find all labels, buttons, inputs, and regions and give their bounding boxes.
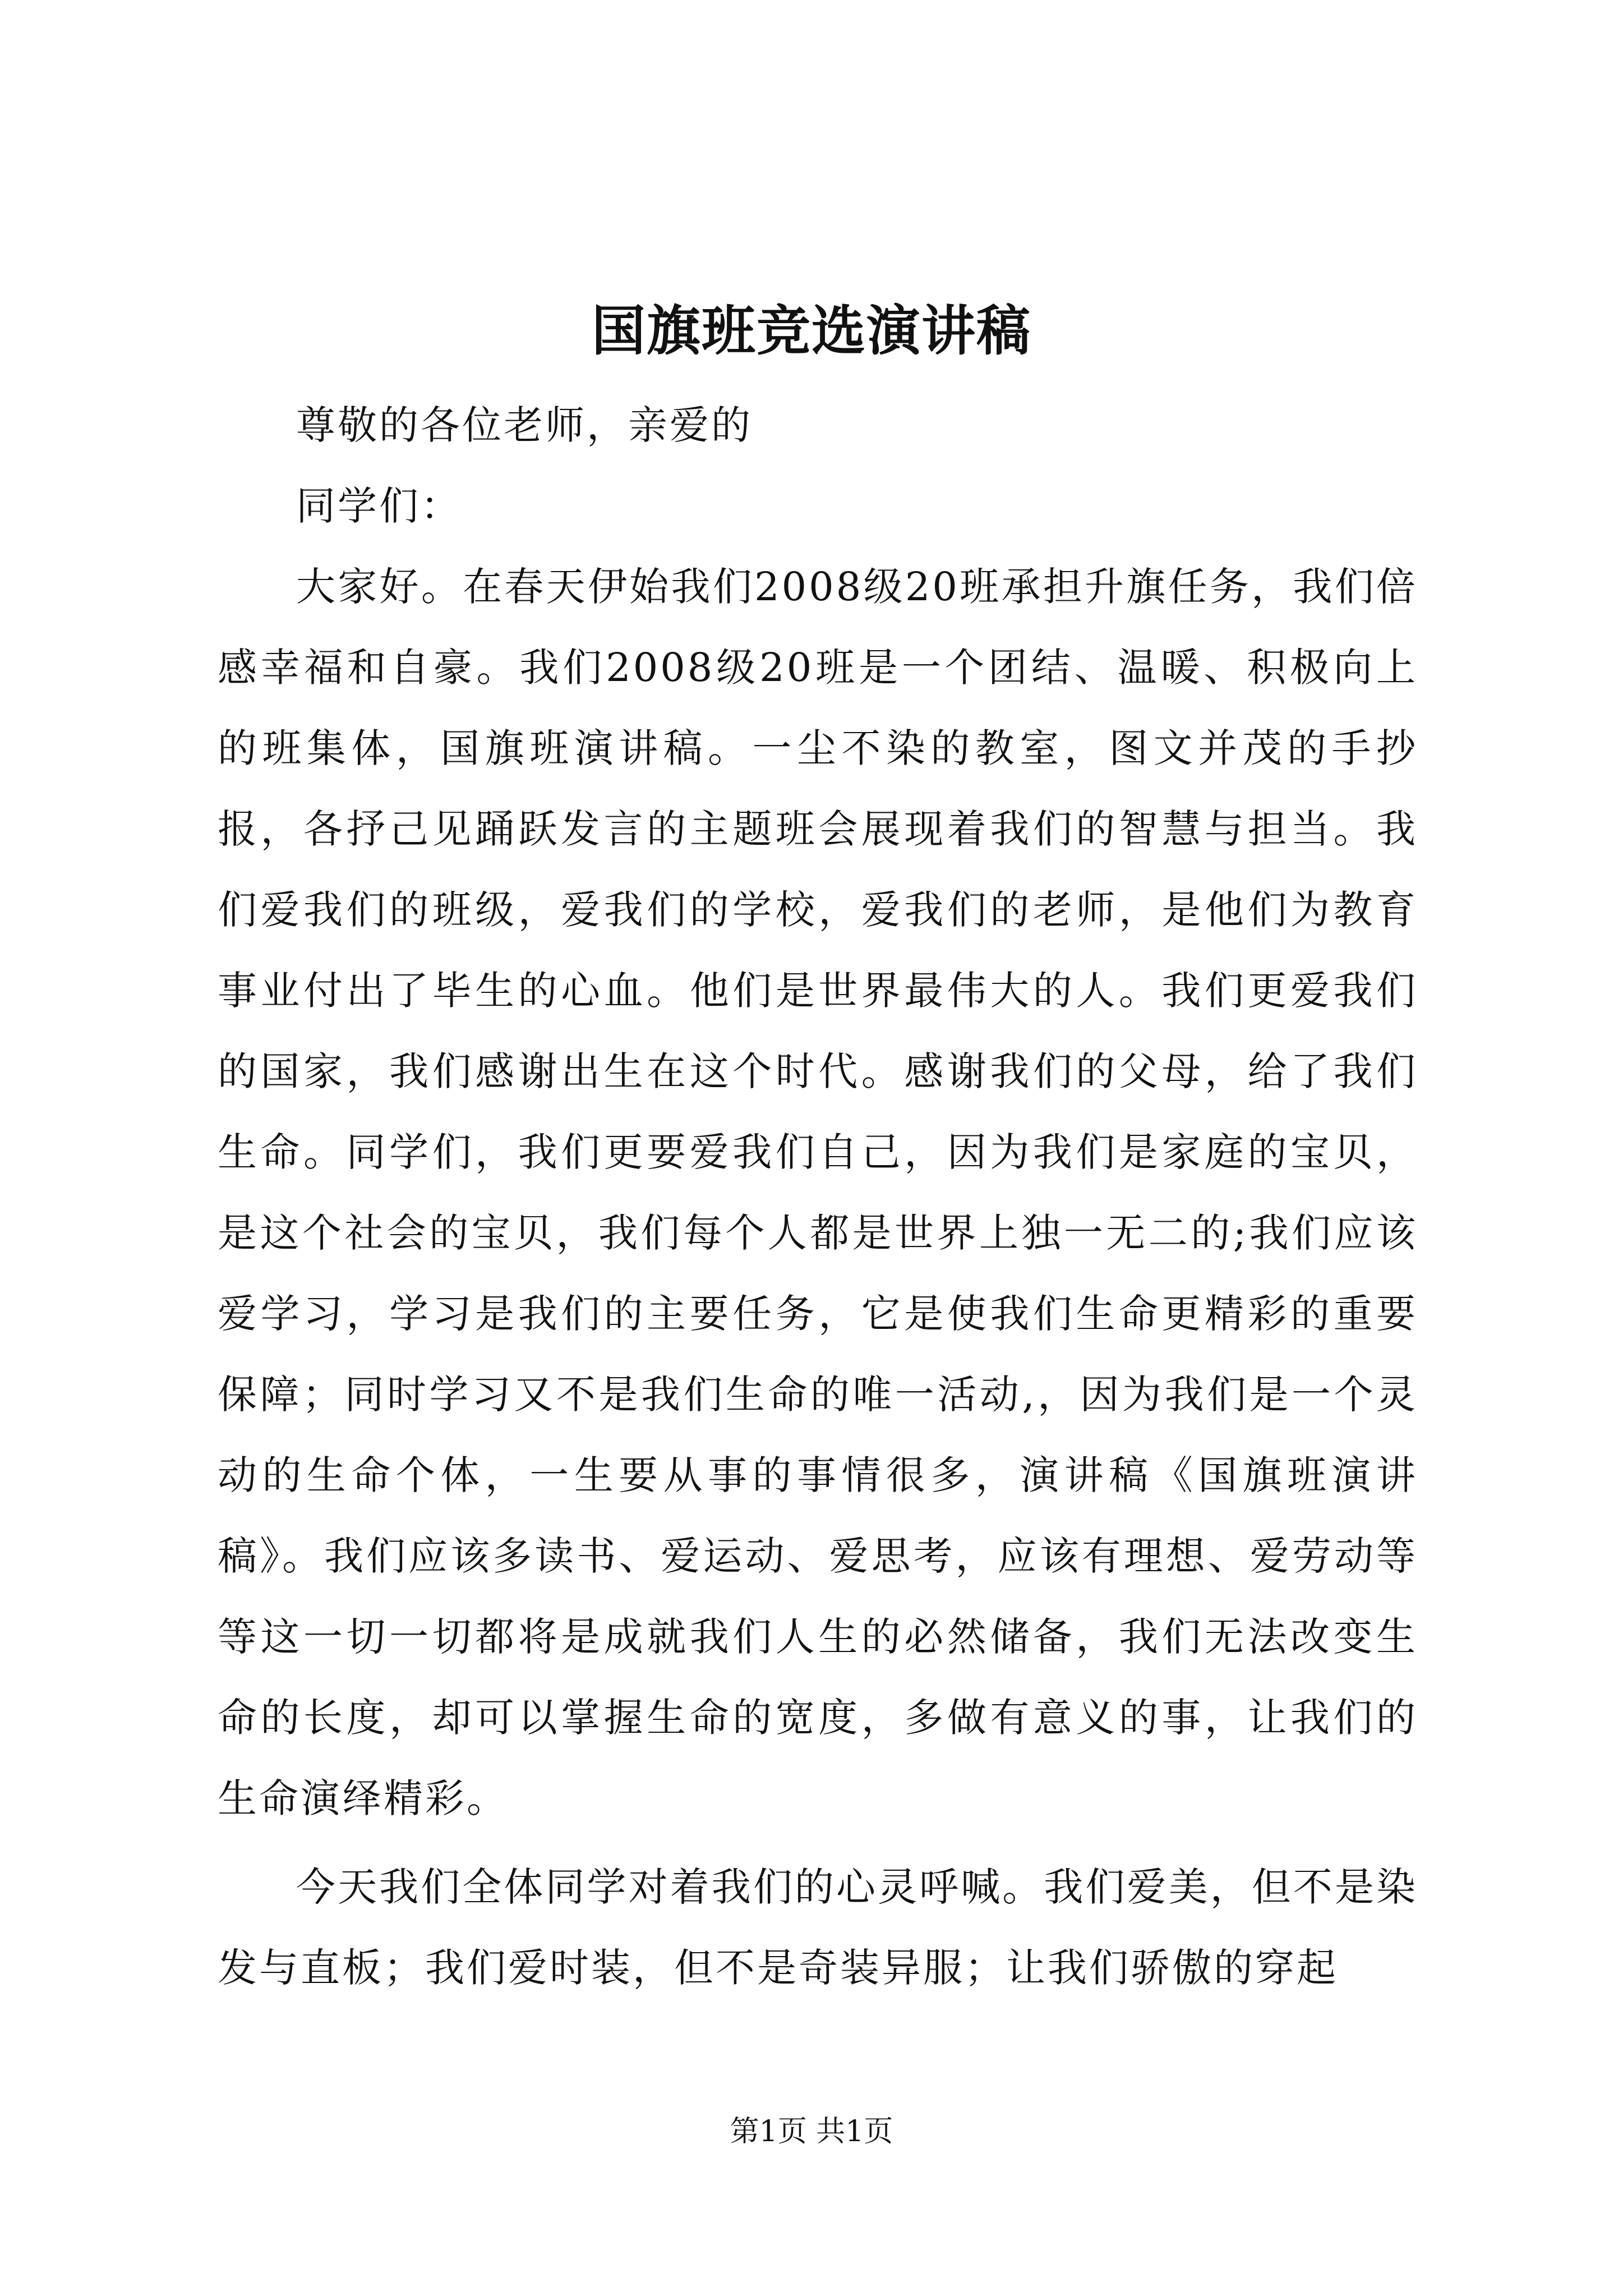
greeting-paragraph: 尊敬的各位老师，亲爱的 bbox=[296, 402, 753, 448]
salutation-paragraph: 同学们： bbox=[296, 483, 462, 529]
page-footer: 第1页 共1页 bbox=[730, 2115, 893, 2148]
document-body bbox=[218, 385, 1418, 2008]
body-paragraph: 今天我们全体同学对着我们的心灵呼喊。我们爱美，但不是染发与直板；我们爱时装，但不是奇装异服；让我们骄傲的穿起 bbox=[218, 1864, 1418, 1991]
document-title: 国旗班竞选演讲稿 bbox=[592, 299, 1031, 362]
body-paragraph: 大家好。在春天伊始我们2008级20班承担升旗任务，我们倍感幸福和自豪。我们2008级20班是一个团结、温暖、积极向上的班集体，国旗班演讲稿。一尘不染的教室，图文并茂的手抄报，各抒己见踊跃发言的主题班会展现着我们的智慧与担当。我们爱我们的班级，爱我们的学校，爱我们的老师，是他们为教育事业付出了毕生的心血。他们是世界最伟大的人。我们更爱我们的国家，我们感谢出生在这个时代。感谢我们的父母，给了我们生命。同学们，我们更要爱我们自己，因为我们是家庭的宝贝，是这个社会的宝贝，我们每个人都是世界上独一无二的;我们应该爱学习，学习是我们的主要任务，它是使我们生命更精彩的重要保障；同时学习又不是我们生命的唯一活动,，因为我们是一个灵动的生命个体，一生要从事的事情很多，演讲稿《国旗班演讲稿》。我们应该多读书、爱运动、爱思考，应该有理想、爱劳动等等这一切一切都将是成就我们人生的必然储备，我们无法改变生命的长度，却可以掌握生命的宽度，多做有意义的事，让我们的生命演绎精彩。 bbox=[218, 564, 1418, 1821]
